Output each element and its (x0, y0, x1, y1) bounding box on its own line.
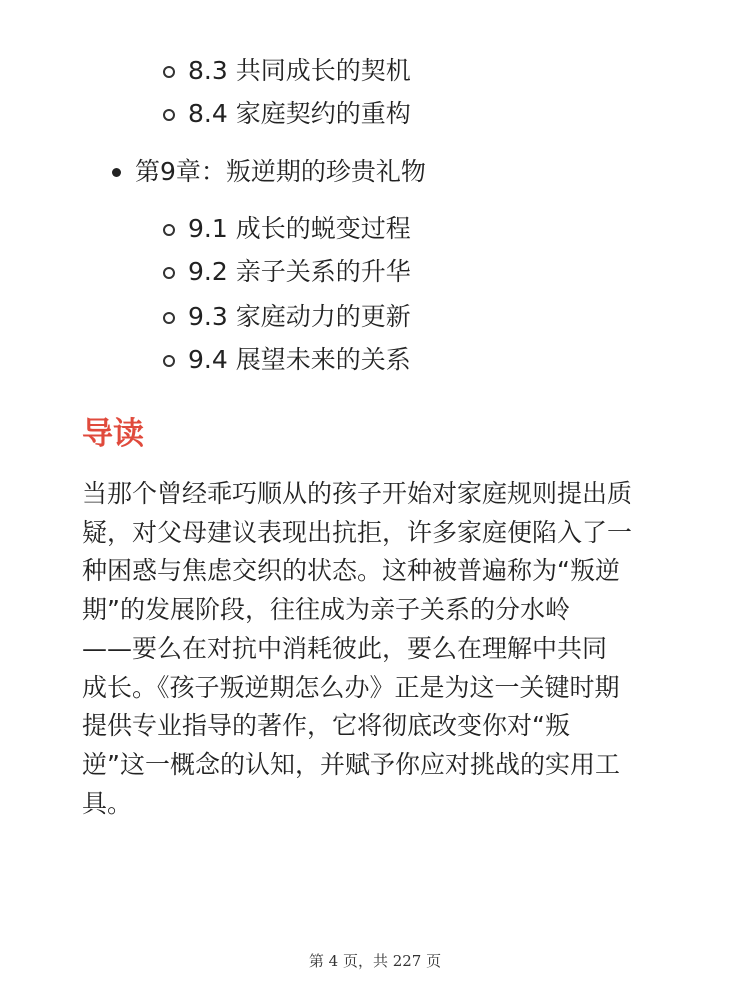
toc-item-label: 9.2 亲子关系的升华 (188, 257, 411, 286)
toc-item-label: 9.1 成长的蜕变过程 (188, 214, 411, 243)
paragraph-line: 逆”这一概念的认知，并赋予你应对挑战的实用工 (82, 749, 620, 779)
paragraph-line: 种困惑与焦虑交织的状态。这种被普遍称为“叛逆 (82, 556, 620, 586)
circle-bullet-icon (163, 109, 175, 121)
toc-item-9-1[interactable] (188, 211, 411, 247)
circle-bullet-icon (163, 66, 175, 78)
toc-item-label: 9.3 家庭动力的更新 (188, 302, 411, 331)
toc-item-9-4[interactable] (188, 342, 411, 378)
disc-bullet-icon (112, 168, 121, 177)
circle-bullet-icon (163, 312, 175, 324)
toc-item-8-3[interactable] (188, 53, 411, 89)
toc-item-9-3[interactable] (188, 299, 411, 335)
circle-bullet-icon (163, 267, 175, 279)
circle-bullet-icon (163, 224, 175, 236)
paragraph-line: ——要么在对抗中消耗彼此，要么在理解中共同 (82, 633, 608, 663)
toc-item-label: 8.4 家庭契约的重构 (188, 99, 411, 128)
toc-item-9-2[interactable] (188, 254, 411, 290)
paragraph-line: 提供专业指导的著作，它将彻底改变你对“叛 (82, 711, 570, 741)
toc-item-8-4[interactable] (188, 96, 411, 132)
toc-chapter-9[interactable] (135, 154, 426, 190)
circle-bullet-icon (163, 355, 175, 367)
paragraph-line: 成长。《孩子叛逆期怎么办》正是为这一关键时期 (82, 672, 620, 702)
paragraph-line: 疑，对父母建议表现出抗拒，许多家庭便陷入了一 (82, 517, 633, 547)
toc-chapter-label: 第9章：叛逆期的珍贵礼物 (135, 157, 426, 186)
toc-item-label: 9.4 展望未来的关系 (188, 345, 411, 374)
paragraph-line: 当那个曾经乖巧顺从的孩子开始对家庭规则提出质 (82, 479, 633, 508)
toc-item-label: 8.3 共同成长的契机 (188, 56, 411, 85)
page-number-footer: 第 4 页，共 227 页 (308, 952, 442, 970)
paragraph-line: 期”的发展阶段，往往成为亲子关系的分水岭 (82, 595, 570, 625)
section-heading-intro: 导读 (82, 416, 144, 452)
paragraph-line: 具。 (82, 788, 133, 818)
intro-paragraph (82, 475, 682, 823)
